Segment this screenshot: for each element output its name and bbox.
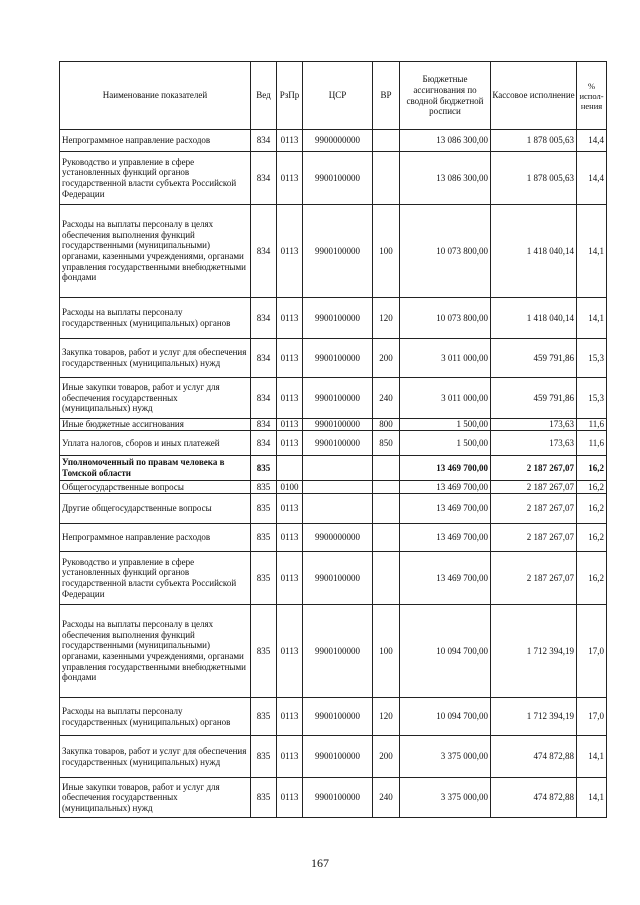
row-budget: 3 011 000,00: [400, 378, 491, 419]
row-rzpr: 0113: [277, 698, 303, 736]
row-name: Расходы на выплаты персоналу в целях обеспечения выполнения функций государственными (муниципальными) органами, казенными учреждениями, органами управления государственными внебюджетными фондами: [60, 205, 251, 298]
row-vr: [373, 456, 400, 481]
table-row: [60, 736, 607, 778]
row-pct: 15,3: [577, 378, 607, 419]
row-vr: [373, 130, 400, 152]
row-name: Руководство и управление в сфере установленных функций органов государственной власти субъекта Российской Федерации: [60, 152, 251, 205]
budget-execution-table: [59, 61, 607, 818]
row-name: Иные бюджетные ассигнования: [60, 419, 251, 431]
row-name: Руководство и управление в сфере установленных функций органов государственной власти субъекта Российской Федерации: [60, 552, 251, 605]
row-ved: 835: [251, 481, 277, 494]
row-cash: 1 418 040,14: [491, 205, 577, 298]
row-rzpr: [277, 456, 303, 481]
row-csr: 9900100000: [303, 205, 373, 298]
row-budget: 1 500,00: [400, 431, 491, 456]
row-csr: 9900100000: [303, 298, 373, 339]
row-rzpr: 0113: [277, 778, 303, 818]
row-csr: [303, 494, 373, 524]
row-csr: 9900100000: [303, 378, 373, 419]
row-csr: 9900100000: [303, 605, 373, 698]
row-name: Иные закупки товаров, работ и услуг для обеспечения государственных (муниципальных) нужд: [60, 778, 251, 818]
row-budget: 10 073 800,00: [400, 205, 491, 298]
row-ved: 835: [251, 456, 277, 481]
row-name: Уплата налогов, сборов и иных платежей: [60, 431, 251, 456]
row-vr: 240: [373, 778, 400, 818]
row-vr: 800: [373, 419, 400, 431]
row-csr: 9900100000: [303, 778, 373, 818]
row-budget: 13 469 700,00: [400, 481, 491, 494]
row-vr: 100: [373, 205, 400, 298]
row-ved: 834: [251, 152, 277, 205]
row-rzpr: 0100: [277, 481, 303, 494]
row-budget: 10 073 800,00: [400, 298, 491, 339]
row-pct: 16,2: [577, 552, 607, 605]
table-header-row: [60, 62, 607, 130]
row-pct: 14,1: [577, 736, 607, 778]
row-name: Непрограммное направление расходов: [60, 130, 251, 152]
row-cash: 459 791,86: [491, 339, 577, 378]
row-cash: 2 187 267,07: [491, 481, 577, 494]
header-ved: Вед: [251, 62, 277, 130]
row-csr: 9900100000: [303, 736, 373, 778]
row-rzpr: 0113: [277, 339, 303, 378]
row-vr: 120: [373, 298, 400, 339]
row-pct: 11,6: [577, 419, 607, 431]
row-rzpr: 0113: [277, 552, 303, 605]
row-pct: 14,1: [577, 778, 607, 818]
row-budget: 1 500,00: [400, 419, 491, 431]
row-csr: [303, 481, 373, 494]
row-cash: 474 872,88: [491, 778, 577, 818]
row-budget: 10 094 700,00: [400, 698, 491, 736]
row-name: Закупка товаров, работ и услуг для обеспечения государственных (муниципальных) нужд: [60, 736, 251, 778]
row-pct: 16,2: [577, 456, 607, 481]
row-ved: 835: [251, 778, 277, 818]
row-vr: [373, 524, 400, 552]
header-name: Наименование показателей: [60, 62, 251, 130]
table-row: [60, 130, 607, 152]
header-budget: Бюджетные ассигнования по сводной бюджетной росписи: [400, 62, 491, 130]
row-budget: 13 469 700,00: [400, 552, 491, 605]
header-cash: Кассовое исполнение: [491, 62, 577, 130]
row-pct: 14,1: [577, 298, 607, 339]
row-ved: 835: [251, 736, 277, 778]
table-row: [60, 205, 607, 298]
row-cash: 1 878 005,63: [491, 130, 577, 152]
table-row: [60, 778, 607, 818]
row-pct: 16,2: [577, 481, 607, 494]
row-cash: 2 187 267,07: [491, 494, 577, 524]
row-pct: 17,0: [577, 698, 607, 736]
table-row: [60, 552, 607, 605]
row-ved: 834: [251, 339, 277, 378]
row-cash: 2 187 267,07: [491, 456, 577, 481]
page-number: 167: [311, 856, 329, 870]
row-pct: 14,4: [577, 130, 607, 152]
row-cash: 1 418 040,14: [491, 298, 577, 339]
row-budget: 3 375 000,00: [400, 778, 491, 818]
row-pct: 14,4: [577, 152, 607, 205]
table-row: [60, 456, 607, 481]
row-name: Другие общегосударственные вопросы: [60, 494, 251, 524]
row-rzpr: 0113: [277, 152, 303, 205]
row-ved: 834: [251, 298, 277, 339]
row-csr: 9900000000: [303, 524, 373, 552]
header-pct: % испол-нения: [577, 62, 607, 130]
row-name: Расходы на выплаты персоналу в целях обеспечения выполнения функций государственными (муниципальными) органами, казенными учреждениями, органами управления государственными внебюджетными фондами: [60, 605, 251, 698]
row-vr: 200: [373, 736, 400, 778]
row-pct: 17,0: [577, 605, 607, 698]
row-cash: 474 872,88: [491, 736, 577, 778]
table-row: [60, 698, 607, 736]
row-name: Закупка товаров, работ и услуг для обеспечения государственных (муниципальных) нужд: [60, 339, 251, 378]
row-vr: 850: [373, 431, 400, 456]
row-name: Общегосударственные вопросы: [60, 481, 251, 494]
row-vr: [373, 481, 400, 494]
row-rzpr: 0113: [277, 378, 303, 419]
table-row: [60, 524, 607, 552]
row-rzpr: 0113: [277, 736, 303, 778]
row-vr: [373, 552, 400, 605]
row-rzpr: 0113: [277, 130, 303, 152]
table-row: [60, 494, 607, 524]
row-pct: 11,6: [577, 431, 607, 456]
row-vr: 100: [373, 605, 400, 698]
row-rzpr: 0113: [277, 524, 303, 552]
row-ved: 834: [251, 205, 277, 298]
row-csr: 9900100000: [303, 152, 373, 205]
row-budget: 3 375 000,00: [400, 736, 491, 778]
table-row: [60, 419, 607, 431]
row-cash: 2 187 267,07: [491, 524, 577, 552]
row-name: Непрограммное направление расходов: [60, 524, 251, 552]
table-row: [60, 339, 607, 378]
row-cash: 2 187 267,07: [491, 552, 577, 605]
row-csr: 9900100000: [303, 419, 373, 431]
row-ved: 835: [251, 494, 277, 524]
row-vr: [373, 494, 400, 524]
row-vr: 200: [373, 339, 400, 378]
row-pct: 16,2: [577, 494, 607, 524]
row-cash: 173,63: [491, 431, 577, 456]
table-row: [60, 431, 607, 456]
row-cash: 1 878 005,63: [491, 152, 577, 205]
row-ved: 834: [251, 130, 277, 152]
row-budget: 13 086 300,00: [400, 130, 491, 152]
row-name: Уполномоченный по правам человека в Томской области: [60, 456, 251, 481]
row-ved: 834: [251, 378, 277, 419]
row-ved: 835: [251, 605, 277, 698]
table-row: [60, 298, 607, 339]
row-name: Расходы на выплаты персоналу государственных (муниципальных) органов: [60, 698, 251, 736]
row-rzpr: 0113: [277, 431, 303, 456]
row-pct: 14,1: [577, 205, 607, 298]
header-csr: ЦСР: [303, 62, 373, 130]
row-csr: 9900100000: [303, 431, 373, 456]
row-name: Иные закупки товаров, работ и услуг для обеспечения государственных (муниципальных) нужд: [60, 378, 251, 419]
row-rzpr: 0113: [277, 605, 303, 698]
table-row: [60, 378, 607, 419]
row-ved: 835: [251, 698, 277, 736]
row-rzpr: 0113: [277, 298, 303, 339]
header-vr: ВР: [373, 62, 400, 130]
row-pct: 16,2: [577, 524, 607, 552]
row-cash: 173,63: [491, 419, 577, 431]
table-row: [60, 605, 607, 698]
row-budget: 3 011 000,00: [400, 339, 491, 378]
table-body: [60, 130, 607, 818]
row-budget: 10 094 700,00: [400, 605, 491, 698]
row-rzpr: 0113: [277, 494, 303, 524]
row-budget: 13 086 300,00: [400, 152, 491, 205]
row-csr: 9900000000: [303, 130, 373, 152]
row-name: Расходы на выплаты персоналу государственных (муниципальных) органов: [60, 298, 251, 339]
row-budget: 13 469 700,00: [400, 524, 491, 552]
row-ved: 834: [251, 431, 277, 456]
row-vr: 120: [373, 698, 400, 736]
row-ved: 834: [251, 419, 277, 431]
row-pct: 15,3: [577, 339, 607, 378]
row-cash: 459 791,86: [491, 378, 577, 419]
row-csr: 9900100000: [303, 339, 373, 378]
row-ved: 835: [251, 524, 277, 552]
row-vr: 240: [373, 378, 400, 419]
row-csr: 9900100000: [303, 698, 373, 736]
row-rzpr: 0113: [277, 419, 303, 431]
row-rzpr: 0113: [277, 205, 303, 298]
row-cash: 1 712 394,19: [491, 698, 577, 736]
row-ved: 835: [251, 552, 277, 605]
row-cash: 1 712 394,19: [491, 605, 577, 698]
row-budget: 13 469 700,00: [400, 494, 491, 524]
table-row: [60, 481, 607, 494]
row-vr: [373, 152, 400, 205]
header-rzpr: РзПр: [277, 62, 303, 130]
row-csr: 9900100000: [303, 552, 373, 605]
table-row: [60, 152, 607, 205]
row-csr: [303, 456, 373, 481]
row-budget: 13 469 700,00: [400, 456, 491, 481]
